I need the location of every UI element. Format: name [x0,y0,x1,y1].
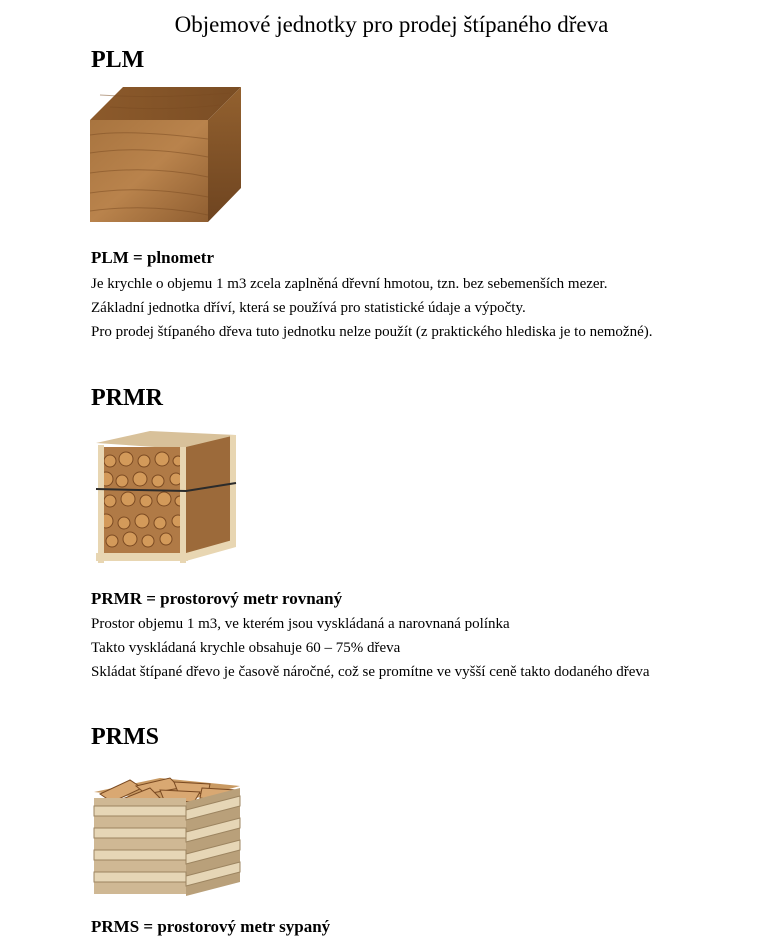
section-heading-prmr: PRMR [91,385,163,411]
text-line: Prostor objemu 1 m3, ve kterém jsou vyskládaná a narovnaná polínka [91,616,510,632]
section-heading-prms: PRMS [91,724,159,750]
section-subheading-prmr: PRMR = prostorový metr rovnaný [91,589,343,608]
section-subheading-plm: PLM = plnometr [91,248,215,267]
page-title: Objemové jednotky pro prodej štípaného dřeva [174,12,609,37]
text-line: Skládat štípané dřevo je časově náročné, což se promítne ve vyšší ceně takto dodaného dřeva [91,664,650,680]
wood-cube-image [90,85,242,230]
text-line: Je krychle o objemu 1 m3 zcela zaplněná dřevní hmotou, tzn. bez sebemenších mezer. [91,276,608,292]
section-text-plm [91,272,653,344]
section-heading-plm: PLM [91,47,145,73]
section-text-prmr [91,612,650,684]
text-line: Pro prodej štípaného dřeva tuto jednotku nelze použít (z praktického hlediska je to nemožné). [91,324,653,340]
section-subheading-prms: PRMS = prostorový metr sypaný [91,917,331,936]
loose-firewood-crate-image [90,772,242,905]
stacked-firewood-crate-image [90,417,240,572]
text-line: Takto vyskládaná krychle obsahuje 60 – 75% dřeva [91,640,401,656]
text-line: Základní jednotka dříví, která se používá pro statistické údaje a výpočty. [91,300,526,316]
